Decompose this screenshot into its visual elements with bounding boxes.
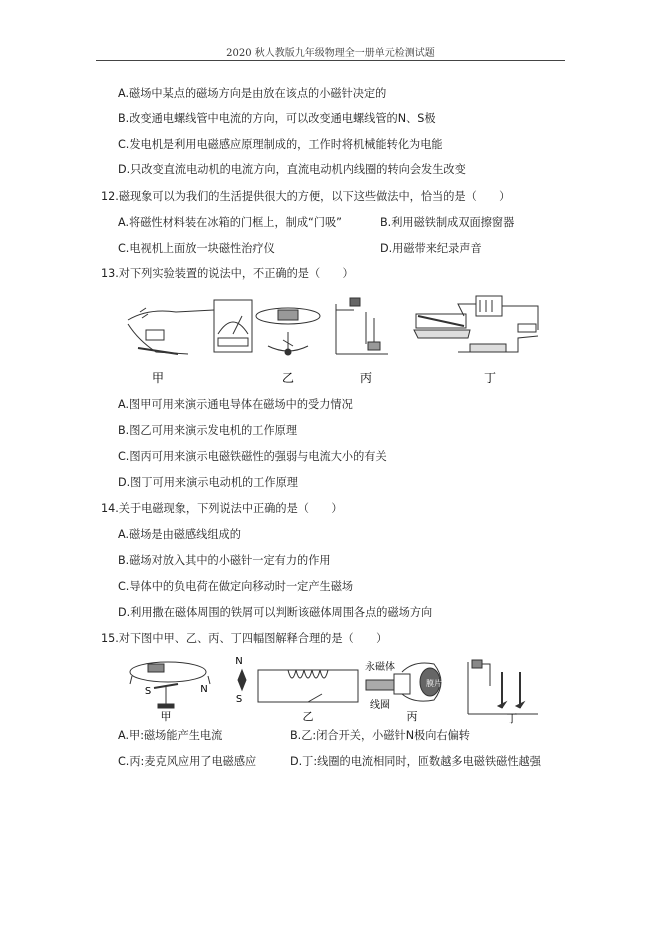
q15-compass-s: S	[235, 694, 243, 705]
q15-stem: 15.对下图中甲、乙、丙、丁四幅图解释合理的是（ ）	[101, 632, 388, 645]
q15-film-label: 膜片	[426, 679, 442, 688]
q13-figure-label-ding: 丁	[483, 371, 497, 385]
q13-option-d: D.图丁可用来演示电动机的工作原理	[118, 476, 298, 489]
q13-figure	[118, 290, 546, 386]
q14-option-a: A.磁场是由磁感线组成的	[118, 528, 241, 541]
q15-option-a: A.甲:磁场能产生电流	[118, 729, 223, 742]
q13-figure-bing	[336, 298, 388, 354]
q11-option-c: C.发电机是利用电磁感应原理制成的，工作时将机械能转化为电能	[118, 138, 443, 151]
q15-figure	[118, 652, 550, 724]
q14-stem: 14.关于电磁现象，下列说法中正确的是（ ）	[101, 502, 343, 515]
q13-option-c: C.图丙可用来演示电磁铁磁性的强弱与电流大小的有关	[118, 450, 387, 463]
q15-coil-label: 线圈	[370, 700, 390, 711]
q14-option-d: D.利用撒在磁体周围的铁屑可以判断该磁体周围各点的磁场方向	[118, 606, 433, 619]
q15-compass-n: N	[235, 656, 243, 667]
q12-option-d: D.用磁带来纪录声音	[380, 242, 482, 255]
q12-option-a: A.将磁性材料装在冰箱的门框上，制成“门吸”	[118, 216, 342, 229]
q13-figure-ding	[414, 296, 538, 352]
q15-figure-ding	[468, 660, 538, 714]
q15-figure-compass	[238, 670, 246, 690]
q12-option-b: B.利用磁铁制成双面擦窗器	[380, 216, 515, 229]
q15-jia-n: N	[200, 684, 208, 695]
q13-figure-jia	[128, 300, 252, 354]
q13-figure-label-bing: 丙	[359, 371, 373, 385]
q15-figure-yi	[258, 670, 358, 702]
q15-option-c: C.丙:麦克风应用了电磁感应	[118, 755, 257, 768]
q13-option-a: A.图甲可用来演示通电导体在磁场中的受力情况	[118, 398, 353, 411]
q11-option-b: B.改变通电螺线管中电流的方向，可以改变通电螺线管的N、S极	[118, 112, 436, 125]
q12-option-c: C.电视机上面放一块磁性治疗仪	[118, 242, 275, 255]
q15-figure-label-jia: 甲	[160, 710, 172, 723]
q11-option-a: A.磁场中某点的磁场方向是由放在该点的小磁针决定的	[118, 87, 387, 100]
q15-magnet-label: 永磁体	[365, 662, 395, 673]
q14-option-b: B.磁场对放入其中的小磁针一定有力的作用	[118, 554, 331, 567]
q13-figure-yi	[256, 308, 320, 355]
q13-option-b: B.图乙可用来演示发电机的工作原理	[118, 424, 298, 437]
q13-figure-label-jia: 甲	[151, 371, 165, 385]
q15-figure-label-bing: 丙	[406, 710, 418, 723]
q11-option-d: D.只改变直流电动机的电流方向，直流电动机内线圈的转向会发生改变	[118, 163, 466, 176]
q13-figure-label-yi: 乙	[281, 371, 295, 385]
q15-jia-s: S	[144, 686, 152, 697]
header-title: 2020 秋人教版九年级物理全一册单元检测试题	[226, 48, 435, 59]
q13-stem: 13.对下列实验装置的说法中，不正确的是（ ）	[101, 267, 354, 280]
q15-option-d: D.丁:线圈的电流相同时，匝数越多电磁铁磁性越强	[290, 755, 541, 768]
q15-figure-jia	[130, 662, 210, 708]
header-rule	[96, 60, 565, 61]
q15-figure-label-yi: 乙	[302, 710, 314, 723]
q14-option-c: C.导体中的负电荷在做定向移动时一定产生磁场	[118, 580, 354, 593]
q12-stem: 12.磁现象可以为我们的生活提供很大的方便，以下这些做法中，恰当的是（ ）	[101, 190, 511, 203]
q15-option-b: B.乙:闭合开关，小磁针N极向右偏转	[290, 729, 470, 742]
q15-figure-label-ding: 丁	[506, 712, 518, 724]
